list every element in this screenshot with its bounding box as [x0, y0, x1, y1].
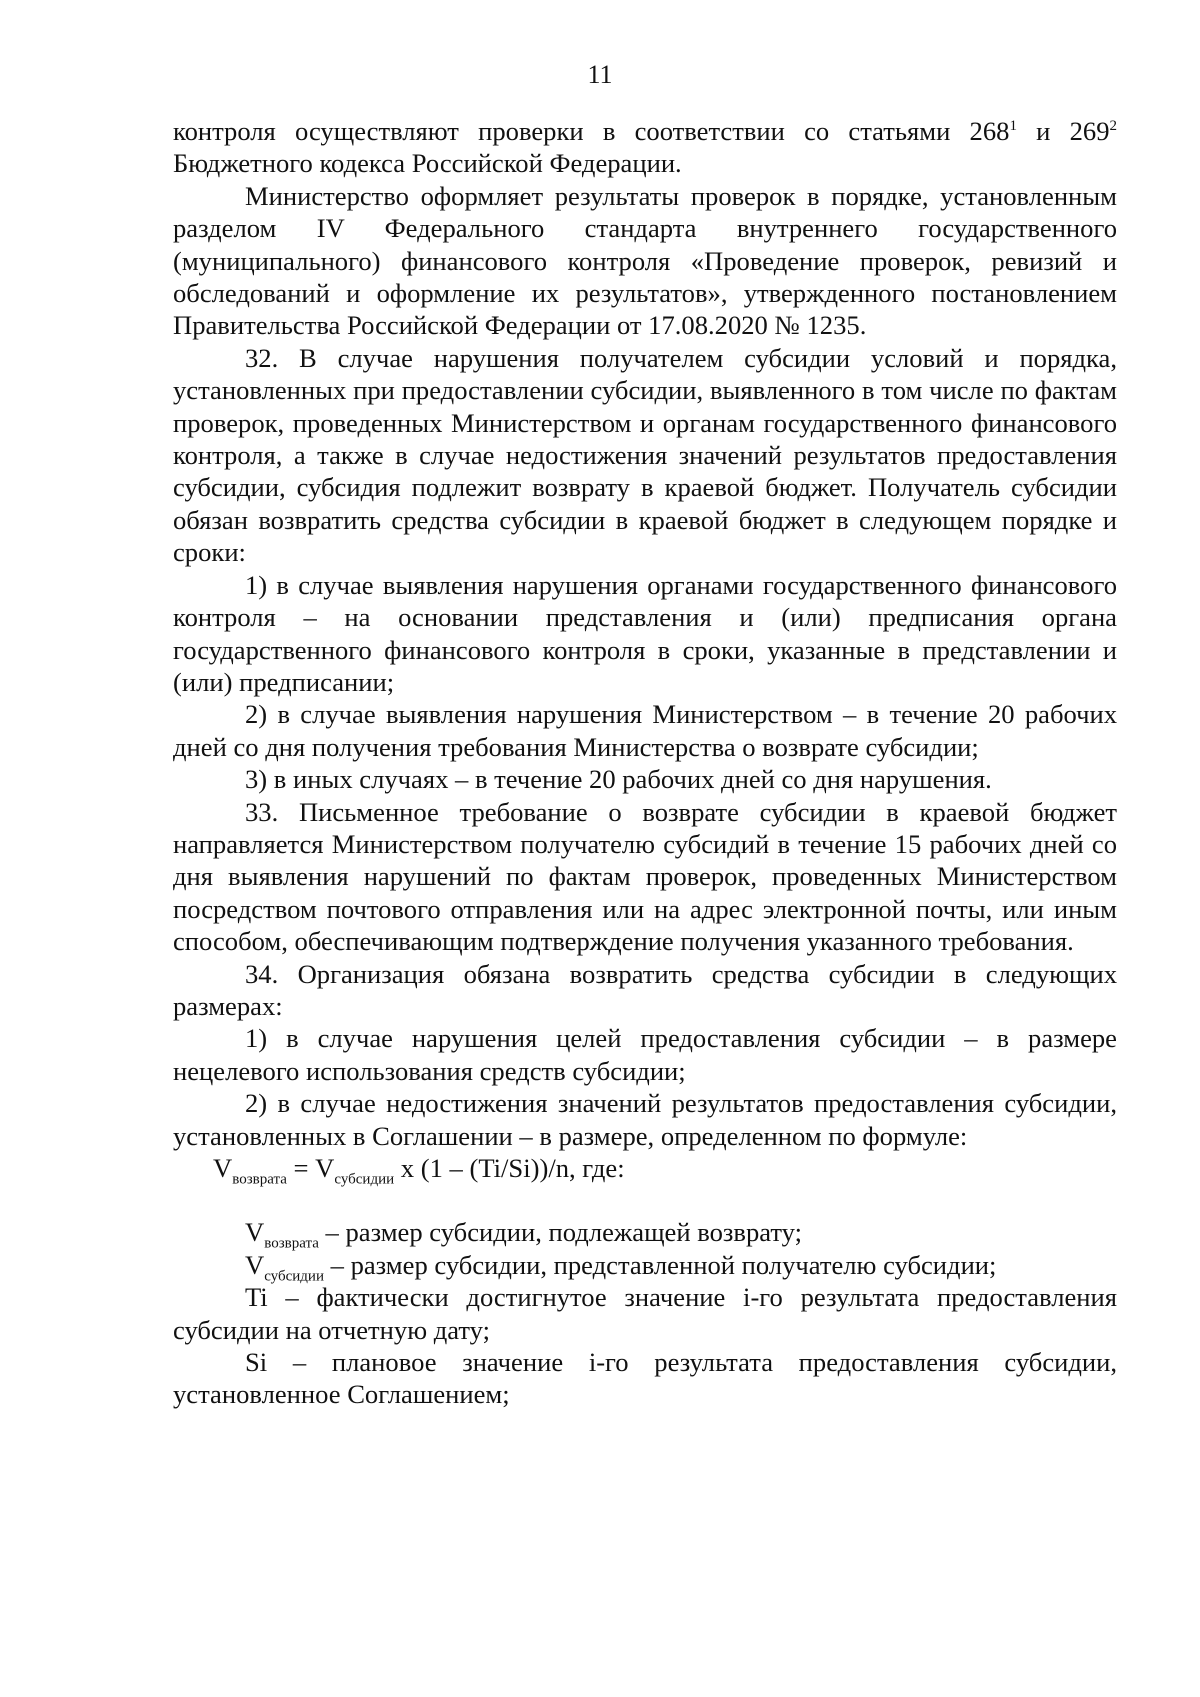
page-number: 11: [587, 60, 613, 89]
definition-text: – размер субсидии, подлежащей возврату;: [318, 1217, 802, 1248]
superscript: 2: [1109, 118, 1117, 135]
definition-ti: Ti – фактически достигнутое значение i-го результата предоставления субсидии на отчетную дату;: [173, 1282, 1117, 1345]
spacer: [173, 1184, 1117, 1216]
paragraph-32-item-3: 3) в иных случаях – в течение 20 рабочих дней со дня нарушения.: [245, 764, 992, 795]
text-fragment: и 269: [1016, 116, 1110, 146]
formula-subscript: субсидии: [334, 1171, 395, 1188]
definition-v-return: [173, 1216, 1117, 1252]
superscript: 1: [1009, 118, 1017, 135]
paragraph-34-item-1: 1) в случае нарушения целей предоставления субсидии – в размере нецелевого использования средств субсидии;: [173, 1023, 1117, 1086]
definition-text: – размер субсидии, представленной получателю субсидии;: [323, 1249, 997, 1280]
text-fragment: контроля осуществляют проверки в соответствии со статьями 268: [173, 116, 1010, 146]
paragraph-32: 32. В случае нарушения получателем субсидии условий и порядка, установленных при предоставлении субсидии, выявленного в том числе по фактам проверок, проведенных Министерством и органам государственного финансового контроля, а также в случае недостижения значений результатов предоставления субсидии, субсидия подлежит возврату в краевой бюджет. Получатель субсидии обязан возвратить средства субсидии в краевой бюджет в следующем порядке и сроки:: [173, 342, 1117, 568]
paragraph-control-checks: [173, 115, 1117, 180]
paragraph-32-item-1: 1) в случае выявления нарушения органами государственного финансового контроля – на основании представления и (или) предписания органа государственного финансового контроля в сроки, указанные в представлении и (или) предписании;: [173, 569, 1117, 697]
formula-symbol: = V: [286, 1153, 335, 1183]
paragraph-34: 34. Организация обязана возвратить средства субсидии в следующих размерах:: [173, 958, 1117, 1021]
paragraph-ministry-results: Министерство оформляет результаты проверок в порядке, установленным разделом IV Федерального стандарта внутреннего государственного (муниципального) финансового контроля «Проведение проверок, ревизий и обследований и оформление их результатов», утвержденного постановлением Правительства Российской Федерации от 17.08.2020 № 1235.: [173, 180, 1117, 341]
text-fragment: Бюджетного кодекса Российской Федерации.: [173, 148, 682, 179]
definition-subscript: субсидии: [264, 1268, 324, 1285]
formula-rest: x (1 – (Ti/Si))/n, где:: [394, 1153, 625, 1183]
return-formula: [173, 1152, 1117, 1188]
definition-symbol: V: [245, 1249, 265, 1280]
formula-symbol: V: [213, 1153, 233, 1183]
paragraph-33: 33. Письменное требование о возврате субсидии в краевой бюджет направляется Министерством получателю субсидий в течение 15 рабочих дней со дня выявления нарушений по фактам проверок, проведенных Министерством посредством почтового отправления или на адрес электронной почты, или иным способом, обеспечивающим подтверждение получения указанного требования.: [173, 796, 1117, 957]
definition-symbol: V: [245, 1217, 265, 1248]
document-body: [173, 115, 1117, 1411]
definition-subscript: возврата: [264, 1235, 319, 1252]
paragraph-34-item-2: 2) в случае недостижения значений результатов предоставления субсидии, установленных в Соглашении – в размере, определенном по формуле:: [173, 1088, 1117, 1151]
paragraph-32-item-2: 2) в случае выявления нарушения Министерством – в течение 20 рабочих дней со дня получения требования Министерства о возврате субсидии;: [173, 699, 1117, 762]
definition-si: Si – плановое значение i-го результата предоставления субсидии, установленное Соглашением;: [173, 1347, 1117, 1410]
definition-v-subsidy: [173, 1249, 1117, 1285]
formula-subscript: возврата: [232, 1171, 287, 1188]
